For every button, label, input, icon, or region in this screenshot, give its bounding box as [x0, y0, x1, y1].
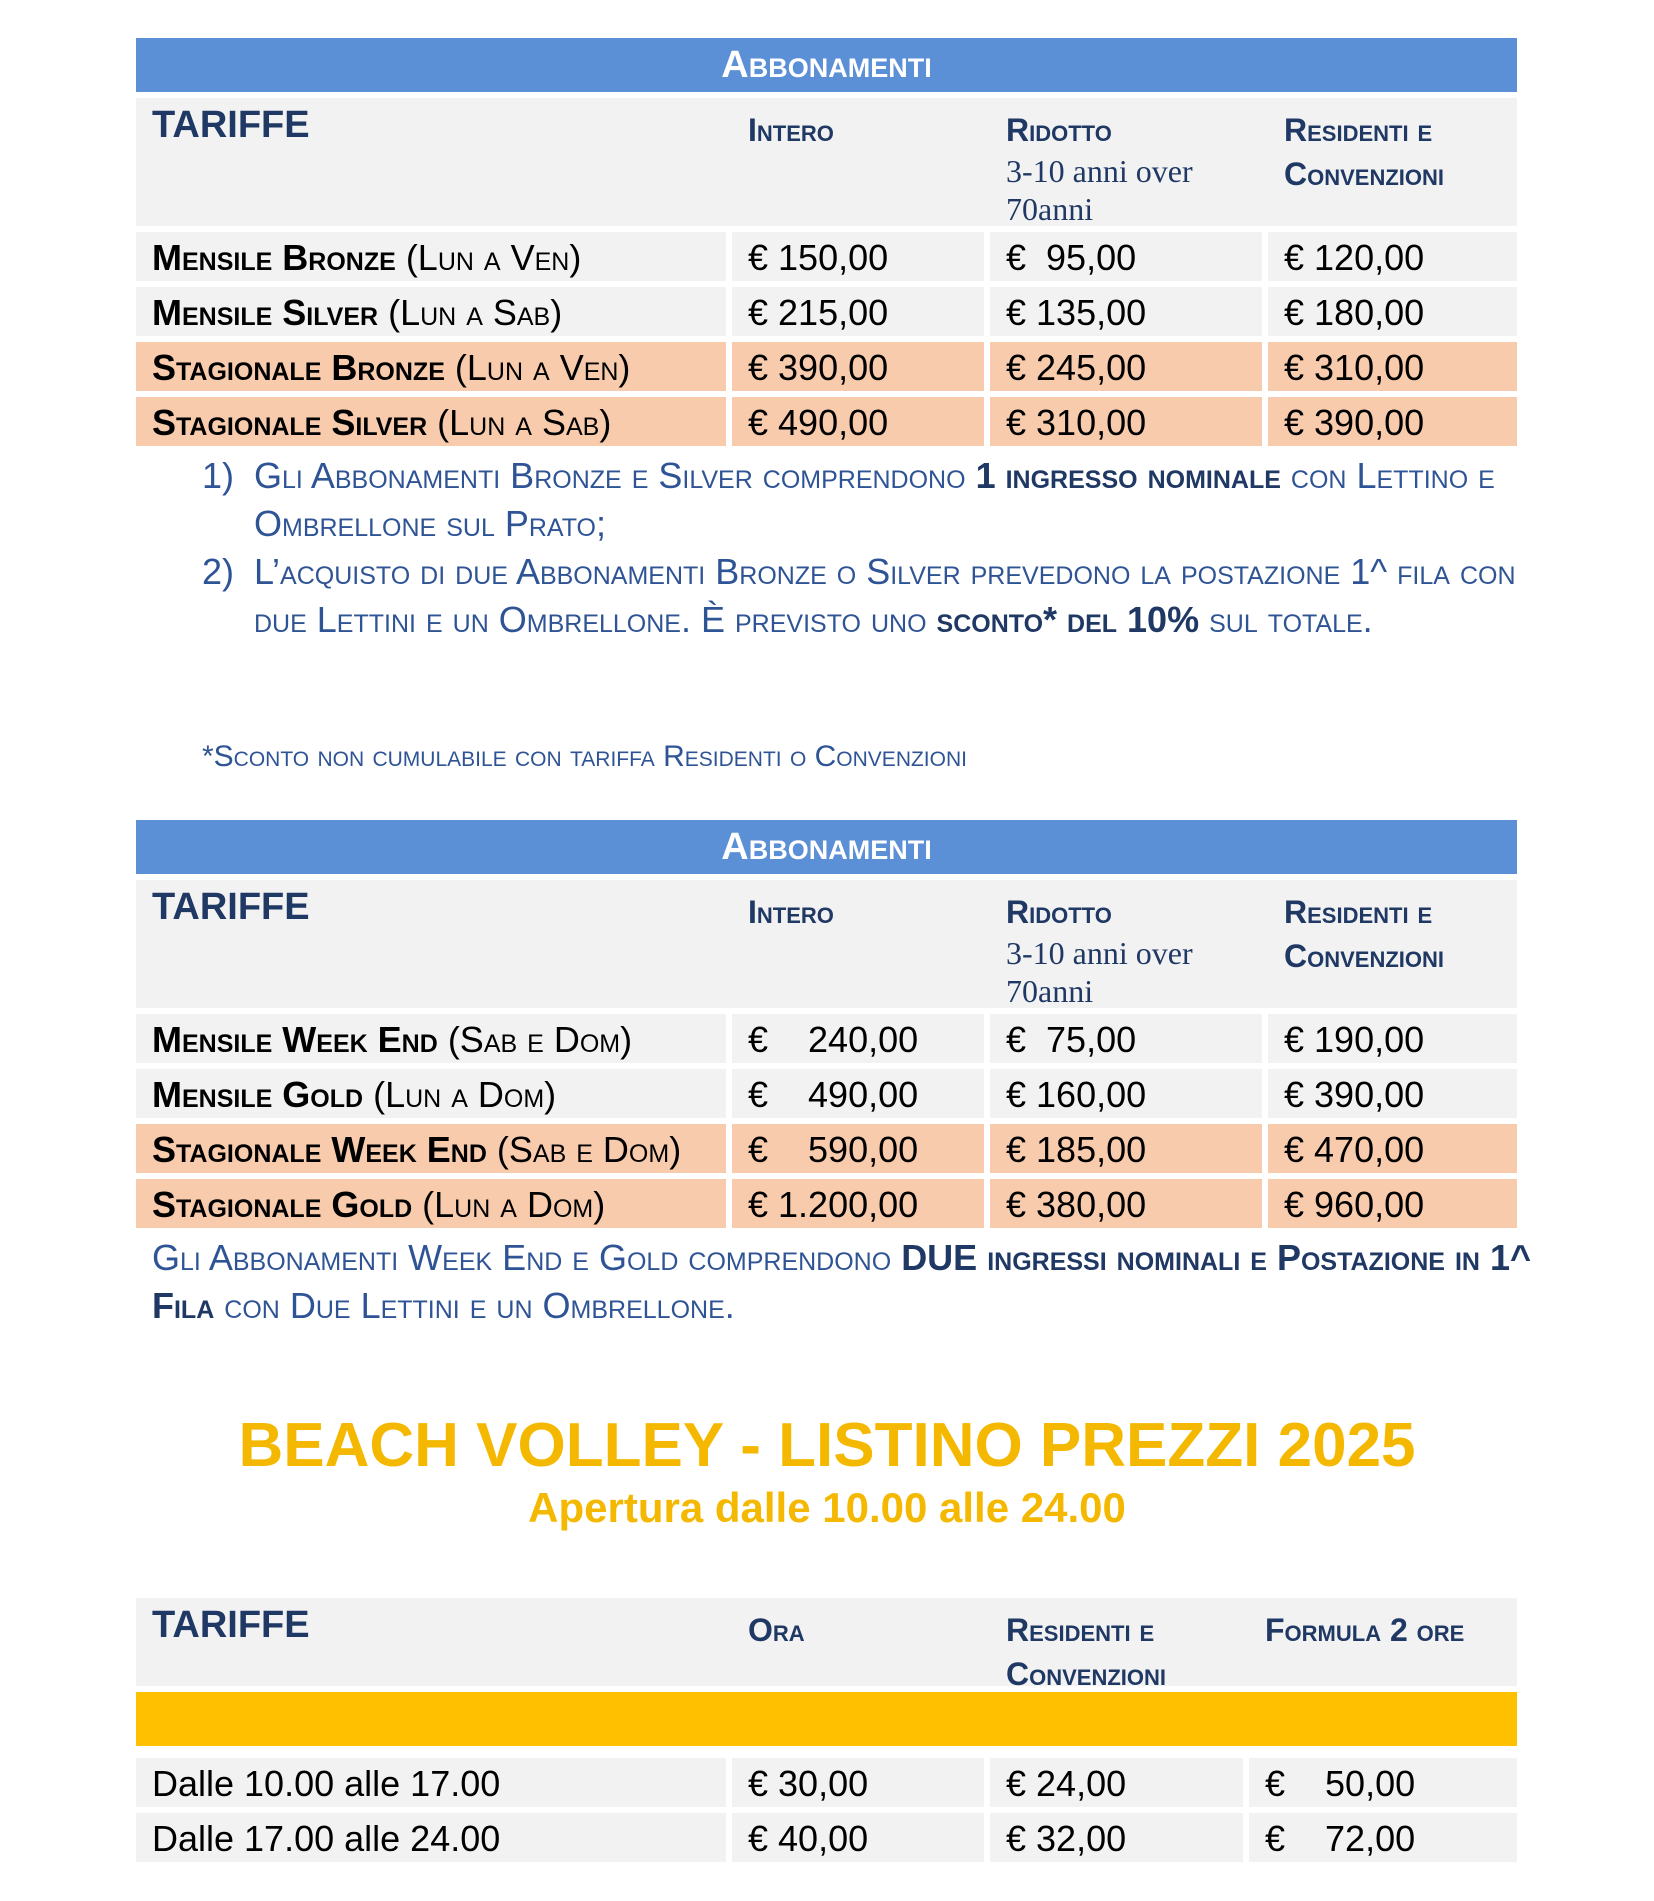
- table-row: [136, 1069, 1517, 1118]
- table-banner: Abbonamenti: [136, 820, 1517, 874]
- header-residenti-line2: Convenzioni: [1006, 1656, 1167, 1692]
- price-ora: € 30,00: [732, 1758, 984, 1807]
- yellow-separator-bar: [136, 1692, 1517, 1746]
- abbonamenti-table-1: [136, 38, 1517, 446]
- row-label: Dalle 17.00 alle 24.00: [136, 1813, 726, 1862]
- row-days: (Sab e Dom): [496, 1129, 682, 1170]
- table-row: [136, 232, 1517, 281]
- row-days: (Lun a Dom): [422, 1184, 606, 1225]
- row-label: [136, 1179, 726, 1228]
- price-intero: € 150,00: [732, 232, 984, 281]
- header-ridotto: [990, 880, 1262, 1008]
- beach-volley-table: [136, 1598, 1517, 1862]
- row-days: (Lun a Sab): [388, 292, 563, 333]
- row-label: [136, 397, 726, 446]
- row-label: [136, 1124, 726, 1173]
- header-tariffe: TARIFFE: [136, 1598, 726, 1686]
- note-text-b: sul totale.: [1209, 599, 1373, 640]
- note2-text-b: con Due Lettini e un Ombrellone.: [224, 1285, 735, 1326]
- table-row: [136, 287, 1517, 336]
- header-tariffe: TARIFFE: [136, 98, 726, 226]
- price-intero: € 390,00: [732, 342, 984, 391]
- notes-list-1: [202, 452, 1532, 644]
- price-intero: € 490,00: [732, 1069, 984, 1118]
- header-residenti: [1268, 98, 1517, 226]
- price-residenti: € 390,00: [1268, 1069, 1517, 1118]
- note-text: [254, 548, 1532, 644]
- row-label: [136, 342, 726, 391]
- price-formula: € 72,00: [1249, 1813, 1517, 1862]
- table-header-row: [136, 880, 1517, 1008]
- header-ridotto-label: Ridotto: [1006, 112, 1112, 148]
- header-ridotto-sub: 3-10 anni over 70anni: [1006, 153, 1193, 227]
- row-days: (Sab e Dom): [447, 1019, 633, 1060]
- price-ridotto: € 135,00: [990, 287, 1262, 336]
- header-ridotto-sub: 3-10 anni over 70anni: [1006, 935, 1193, 1009]
- price-residenti: € 960,00: [1268, 1179, 1517, 1228]
- header-residenti-line1: Residenti e: [1006, 1612, 1155, 1648]
- table-banner: Abbonamenti: [136, 38, 1517, 92]
- price-intero: € 215,00: [732, 287, 984, 336]
- table-row: [136, 1179, 1517, 1228]
- header-formula: Formula 2 ore: [1249, 1598, 1517, 1686]
- note-text: [254, 452, 1532, 548]
- table-row: [136, 342, 1517, 391]
- price-ridotto: € 380,00: [990, 1179, 1262, 1228]
- note-text-bold: sconto* del 10%: [936, 599, 1200, 640]
- header-ridotto: [990, 98, 1262, 226]
- price-residenti: € 24,00: [990, 1758, 1243, 1807]
- price-residenti: € 180,00: [1268, 287, 1517, 336]
- row-name: Stagionale Silver: [152, 402, 428, 443]
- row-label: [136, 1014, 726, 1063]
- note-text-a: Gli Abbonamenti Bronze e Silver comprendono: [254, 455, 966, 496]
- header-residenti-line2: Convenzioni: [1284, 156, 1445, 192]
- row-name: Stagionale Week End: [152, 1129, 487, 1170]
- price-residenti: € 310,00: [1268, 342, 1517, 391]
- header-residenti: [990, 1598, 1243, 1692]
- row-days: (Lun a Dom): [373, 1074, 557, 1115]
- row-days: (Lun a Ven): [405, 237, 582, 278]
- note-text-bold: 1 ingresso nominale: [975, 455, 1281, 496]
- header-ora: Ora: [732, 1598, 984, 1686]
- row-label: [136, 232, 726, 281]
- price-intero: € 590,00: [732, 1124, 984, 1173]
- price-ridotto: € 75,00: [990, 1014, 1262, 1063]
- header-tariffe: TARIFFE: [136, 880, 726, 1008]
- row-label: [136, 287, 726, 336]
- price-ridotto: € 310,00: [990, 397, 1262, 446]
- note2-text-a: Gli Abbonamenti Week End e Gold comprendono: [152, 1237, 892, 1278]
- note-item: [202, 548, 1532, 644]
- row-label: [136, 1069, 726, 1118]
- price-intero: € 1.200,00: [732, 1179, 984, 1228]
- price-residenti: € 190,00: [1268, 1014, 1517, 1063]
- table-row: [136, 1014, 1517, 1063]
- header-residenti: [1268, 880, 1517, 1008]
- table-row: [136, 1813, 1517, 1862]
- beach-volley-title: BEACH VOLLEY - LISTINO PREZZI 2025: [238, 1411, 1416, 1480]
- row-name: Stagionale Gold: [152, 1184, 413, 1225]
- price-ridotto: € 245,00: [990, 342, 1262, 391]
- row-name: Mensile Bronze: [152, 237, 396, 278]
- header-residenti-line1: Residenti e: [1284, 894, 1433, 930]
- price-intero: € 490,00: [732, 397, 984, 446]
- price-intero: € 240,00: [732, 1014, 984, 1063]
- row-label: Dalle 10.00 alle 17.00: [136, 1758, 726, 1807]
- note-text-a: L’acquisto di due Abbonamenti Bronze o Silver prevedono la postazione 1^ fila con due Lettini e un Ombrellone. È previsto uno: [254, 551, 1516, 640]
- row-name: Mensile Gold: [152, 1074, 364, 1115]
- price-residenti: € 32,00: [990, 1813, 1243, 1862]
- note-number: 2): [202, 551, 235, 592]
- price-residenti: € 120,00: [1268, 232, 1517, 281]
- beach-volley-subtitle: Apertura dalle 10.00 alle 24.00: [528, 1484, 1126, 1531]
- footnote: *Sconto non cumulabile con tariffa Residenti o Convenzioni: [202, 740, 967, 773]
- table-header-row: [136, 98, 1517, 226]
- header-residenti-line2: Convenzioni: [1284, 938, 1445, 974]
- header-intero: Intero: [732, 880, 984, 1008]
- note2-text-bold: DUE ingressi nominali e Postazione in 1^ Fila: [152, 1237, 1531, 1326]
- row-name: Stagionale Bronze: [152, 347, 445, 388]
- table-row: [136, 1758, 1517, 1807]
- price-ora: € 40,00: [732, 1813, 984, 1862]
- row-days: (Lun a Ven): [454, 347, 631, 388]
- notes-2: [152, 1234, 1532, 1330]
- note-number: 1): [202, 455, 235, 496]
- table-header-row: [136, 1598, 1517, 1692]
- price-residenti: € 470,00: [1268, 1124, 1517, 1173]
- price-ridotto: € 95,00: [990, 232, 1262, 281]
- row-name: Mensile Week End: [152, 1019, 438, 1060]
- row-days: (Lun a Sab): [437, 402, 612, 443]
- table-row: [136, 397, 1517, 446]
- header-ridotto-label: Ridotto: [1006, 894, 1112, 930]
- header-residenti-line1: Residenti e: [1284, 112, 1433, 148]
- price-residenti: € 390,00: [1268, 397, 1517, 446]
- row-name: Mensile Silver: [152, 292, 379, 333]
- price-ridotto: € 185,00: [990, 1124, 1262, 1173]
- abbonamenti-table-2: [136, 820, 1517, 1228]
- price-formula: € 50,00: [1249, 1758, 1517, 1807]
- price-ridotto: € 160,00: [990, 1069, 1262, 1118]
- table-row: [136, 1124, 1517, 1173]
- note-item: [202, 452, 1532, 548]
- header-intero: Intero: [732, 98, 984, 226]
- note-text-b: con Lettino e Ombrellone sul Prato;: [254, 455, 1495, 544]
